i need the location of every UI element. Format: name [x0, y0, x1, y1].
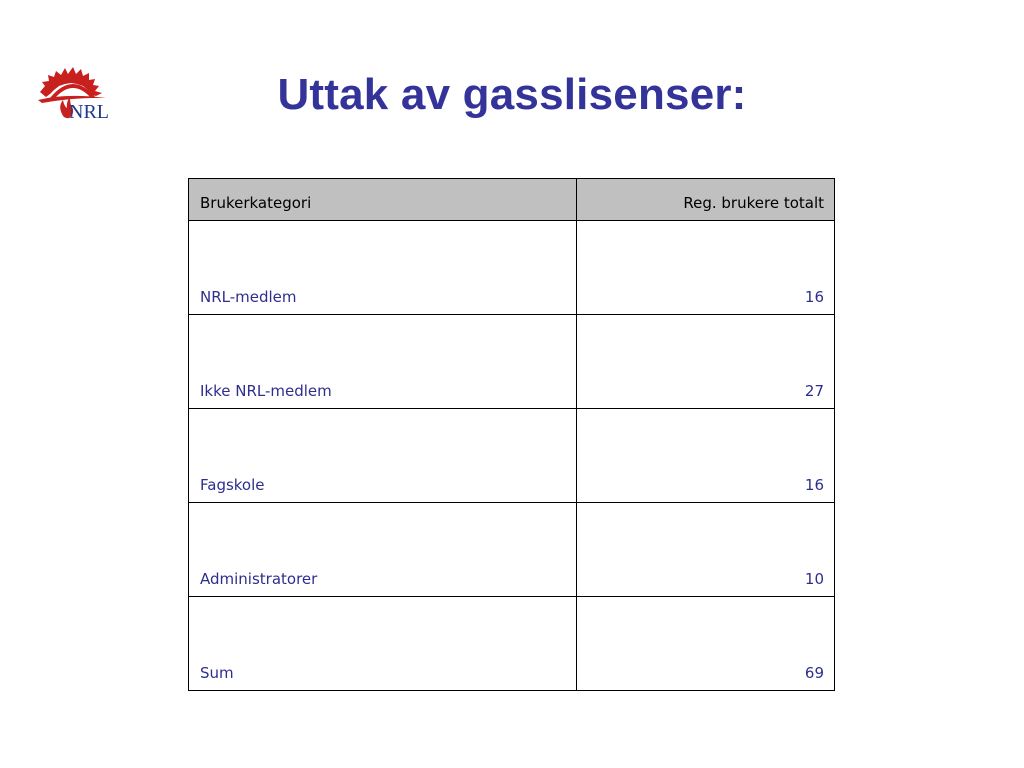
license-table — [188, 178, 835, 691]
logo-text: NRL — [69, 101, 109, 123]
table-row — [189, 503, 835, 597]
header-reg-brukere-totalt: Reg. brukere totalt — [577, 179, 835, 221]
row-category: Fagskole — [189, 409, 577, 503]
table-row — [189, 315, 835, 409]
row-category: NRL-medlem — [189, 221, 577, 315]
row-value: 16 — [577, 409, 835, 503]
row-category: Ikke NRL-medlem — [189, 315, 577, 409]
row-category: Administratorer — [189, 503, 577, 597]
page-title: Uttak av gasslisenser: — [277, 70, 747, 119]
header-brukerkategori: Brukerkategori — [189, 179, 577, 221]
row-value: 10 — [577, 503, 835, 597]
row-category: Sum — [189, 597, 577, 691]
table-row — [189, 409, 835, 503]
table-header-row — [189, 179, 835, 221]
row-value: 16 — [577, 221, 835, 315]
row-value: 69 — [577, 597, 835, 691]
table-row — [189, 221, 835, 315]
row-value: 27 — [577, 315, 835, 409]
table-row-sum — [189, 597, 835, 691]
